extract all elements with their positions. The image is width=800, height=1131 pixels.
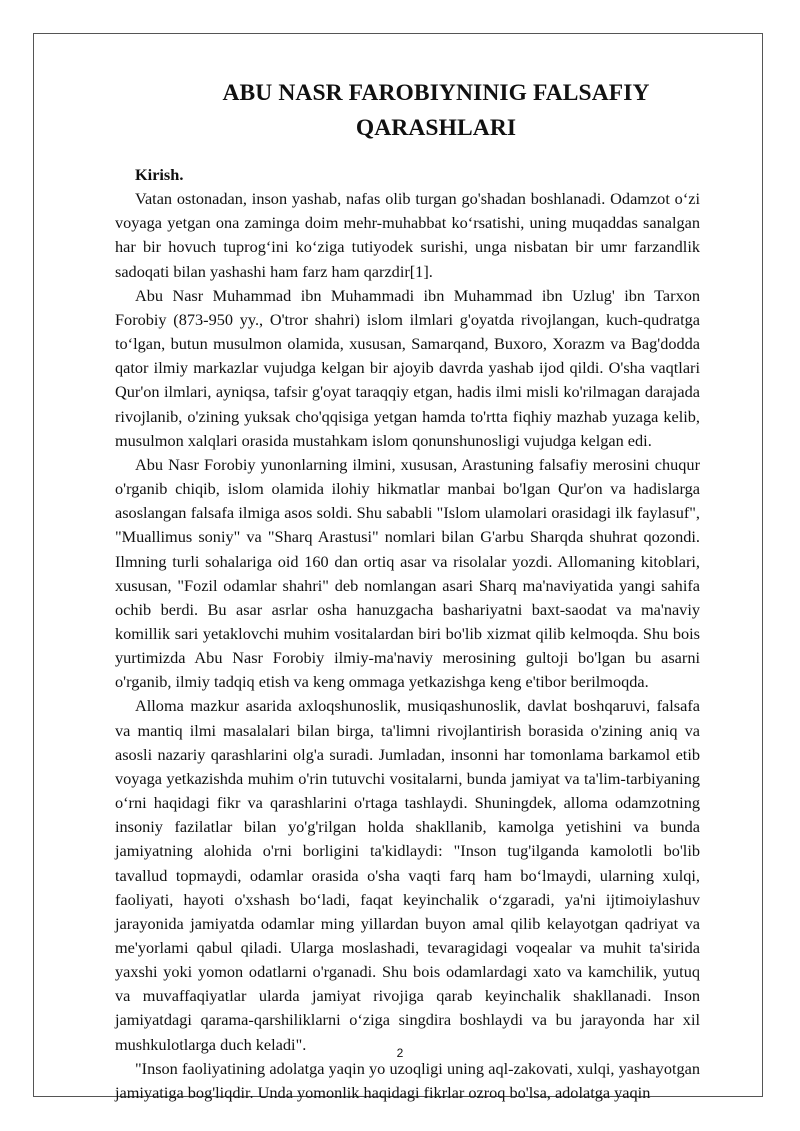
- title-line-1: ABU NASR FAROBIYNINIG FALSAFIY: [222, 80, 650, 106]
- document-title: [110, 76, 762, 146]
- section-heading: Kirish.: [135, 165, 184, 184]
- paragraph-philosophy: Abu Nasr Forobiy yunonlarning ilmini, xususan, Arastuning falsafiy merosini chuqur o'rganib chiqib, islom olamida ilohiy hikmatlar manbai bo'lgan Qur'on va hadislarga asoslangan falsafa ilmiga asos soldi. Shu sababli "Islom ulamolari orasidagi ilk faylasuf", "Muallimus soniy" va "Sharq Arastusi" nomlari bilan G'arbu Sharqda shuhrat qozondi. Ilmning turli sohalariga oid 160 dan ortiq asar va risolalar yozdi. Allomaning kitoblari, xususan, "Fozil odamlar shahri" deb nomlangan asari Sharq ma'naviyatida yangi sahifa ochib berdi. Bu asar asrlar osha hanuzgacha bashariyatni baxt-saodat va ma'naviy komillik sari yetaklovchi muhim vositalardan biri bo'lib xizmat qilib kelmoqda. Shu bois yurtimizda Abu Nasr Forobiy ilmiy-ma'naviy merosining gultoji bo'lgan bu asarni o'rganib, ilmiy tadqiq etish va keng ommaga yetkazishga keng e'tibor berilmoqda.: [115, 454, 700, 692]
- document-body: [115, 163, 700, 1105]
- paragraph-biography: Abu Nasr Muhammad ibn Muhammadi ibn Muhammad ibn Uzlug' ibn Tarxon Forobiy (873-950 yy., O'tror shahri) islom ilmlari g'oyatda rivojlangan, kuch-qudratga to‘lgan, butun musulmon olamida, xususan, Samarqand, Buxoro, Xorazm va Bag'dodda qator ilmiy markazlar vujudga kelgan bir ajoyib davrda yashab ijod qildi. O'sha vaqtlari Qur'on ilmlari, ayniqsa, tafsir g'oyat taraqqiy etgan, hadis ilmi misli ko'rilmagan darajada rivojlanib, o'zining yuksak cho'qqisiga yetgan hamda to'rtta fiqhiy mazhab yuzaga kelib, musulmon xalqlari orasida mustahkam islom qonunshunosligi vujudga kelgan edi.: [115, 285, 700, 450]
- page-number: 2: [396, 1046, 404, 1060]
- paragraph-views: Alloma mazkur asarida axloqshunoslik, musiqashunoslik, davlat boshqaruvi, falsafa va mantiq ilmi masalalari bilan birga, ta'limni rivojlantirish borasida o'zining aniq va asosli nazariy qarashlarini olg'a suradi. Jumladan, insonni har tomonlama barkamol etib voyaga yetkazishda muhim o'rin tutuvchi vositalarni, bunda jamiyat va ta'lim-tarbiyaning o‘rni haqidagi fikr va qarashlarini o'rtaga tashlaydi. Shuningdek, alloma odamzotning insoniy fazilatlar bilan yo'g'rilgan holda shakllanib, kamolga yetishini va bunda jamiyatning alohida o'rni borligini ta'kidlaydi: "Inson tug'ilganda kamolotli bo'lib tavallud topmaydi, odamlar orasida o'sha vaqti farq ham bo‘lmaydi, ularning xulqi, faoliyati, hayoti o'xshash bo‘ladi, faqat keyinchalik o‘zgaradi, ya'ni ijtimoiylashuv jarayonida jamiyatda odamlar ming yillardan buyon amal qilib kelayotgan qadriyat va me'yorlami qabul qiladi. Ularga moslashadi, tevaragidagi voqealar va muhit ta'sirida yaxshi yoki yomon odatlarni o'rganadi. Shu bois odamlardagi xato va kamchilik, yutuq va muvaffaqiyatlar ularda jamiyat rivojiga qarab keyinchalik shakllanadi. Inson jamiyatdagi qarama-qarshiliklarni o‘ziga singdira boshlaydi va bu jarayonda har xil mushkulotlarga duch keladi".: [115, 696, 700, 1054]
- paragraph-intro: Vatan ostonadan, inson yashab, nafas olib turgan go'shadan boshlanadi. Odamzot o‘zi voyaga yetgan ona zaminga doim mehr-muhabbat ko‘rsatishi, uning muqaddas sanalgan har bir hovuch tuprog‘ini ko‘ziga tutiyodek surishi, unga nisbatan bir umr farzandlik sadoqati bilan yashashi ham farz ham qarzdir[1].: [115, 189, 700, 281]
- paragraph-justice: "Inson faoliyatining adolatga yaqin yo uzoqligi uning aql-zakovati, xulqi, yashayotgan jamiyatiga bog'liqdir. Unda yomonlik haqidagi fikrlar ozroq bo'lsa, adolatga yaqin: [115, 1058, 700, 1102]
- title-line-2: QARASHLARI: [355, 115, 517, 141]
